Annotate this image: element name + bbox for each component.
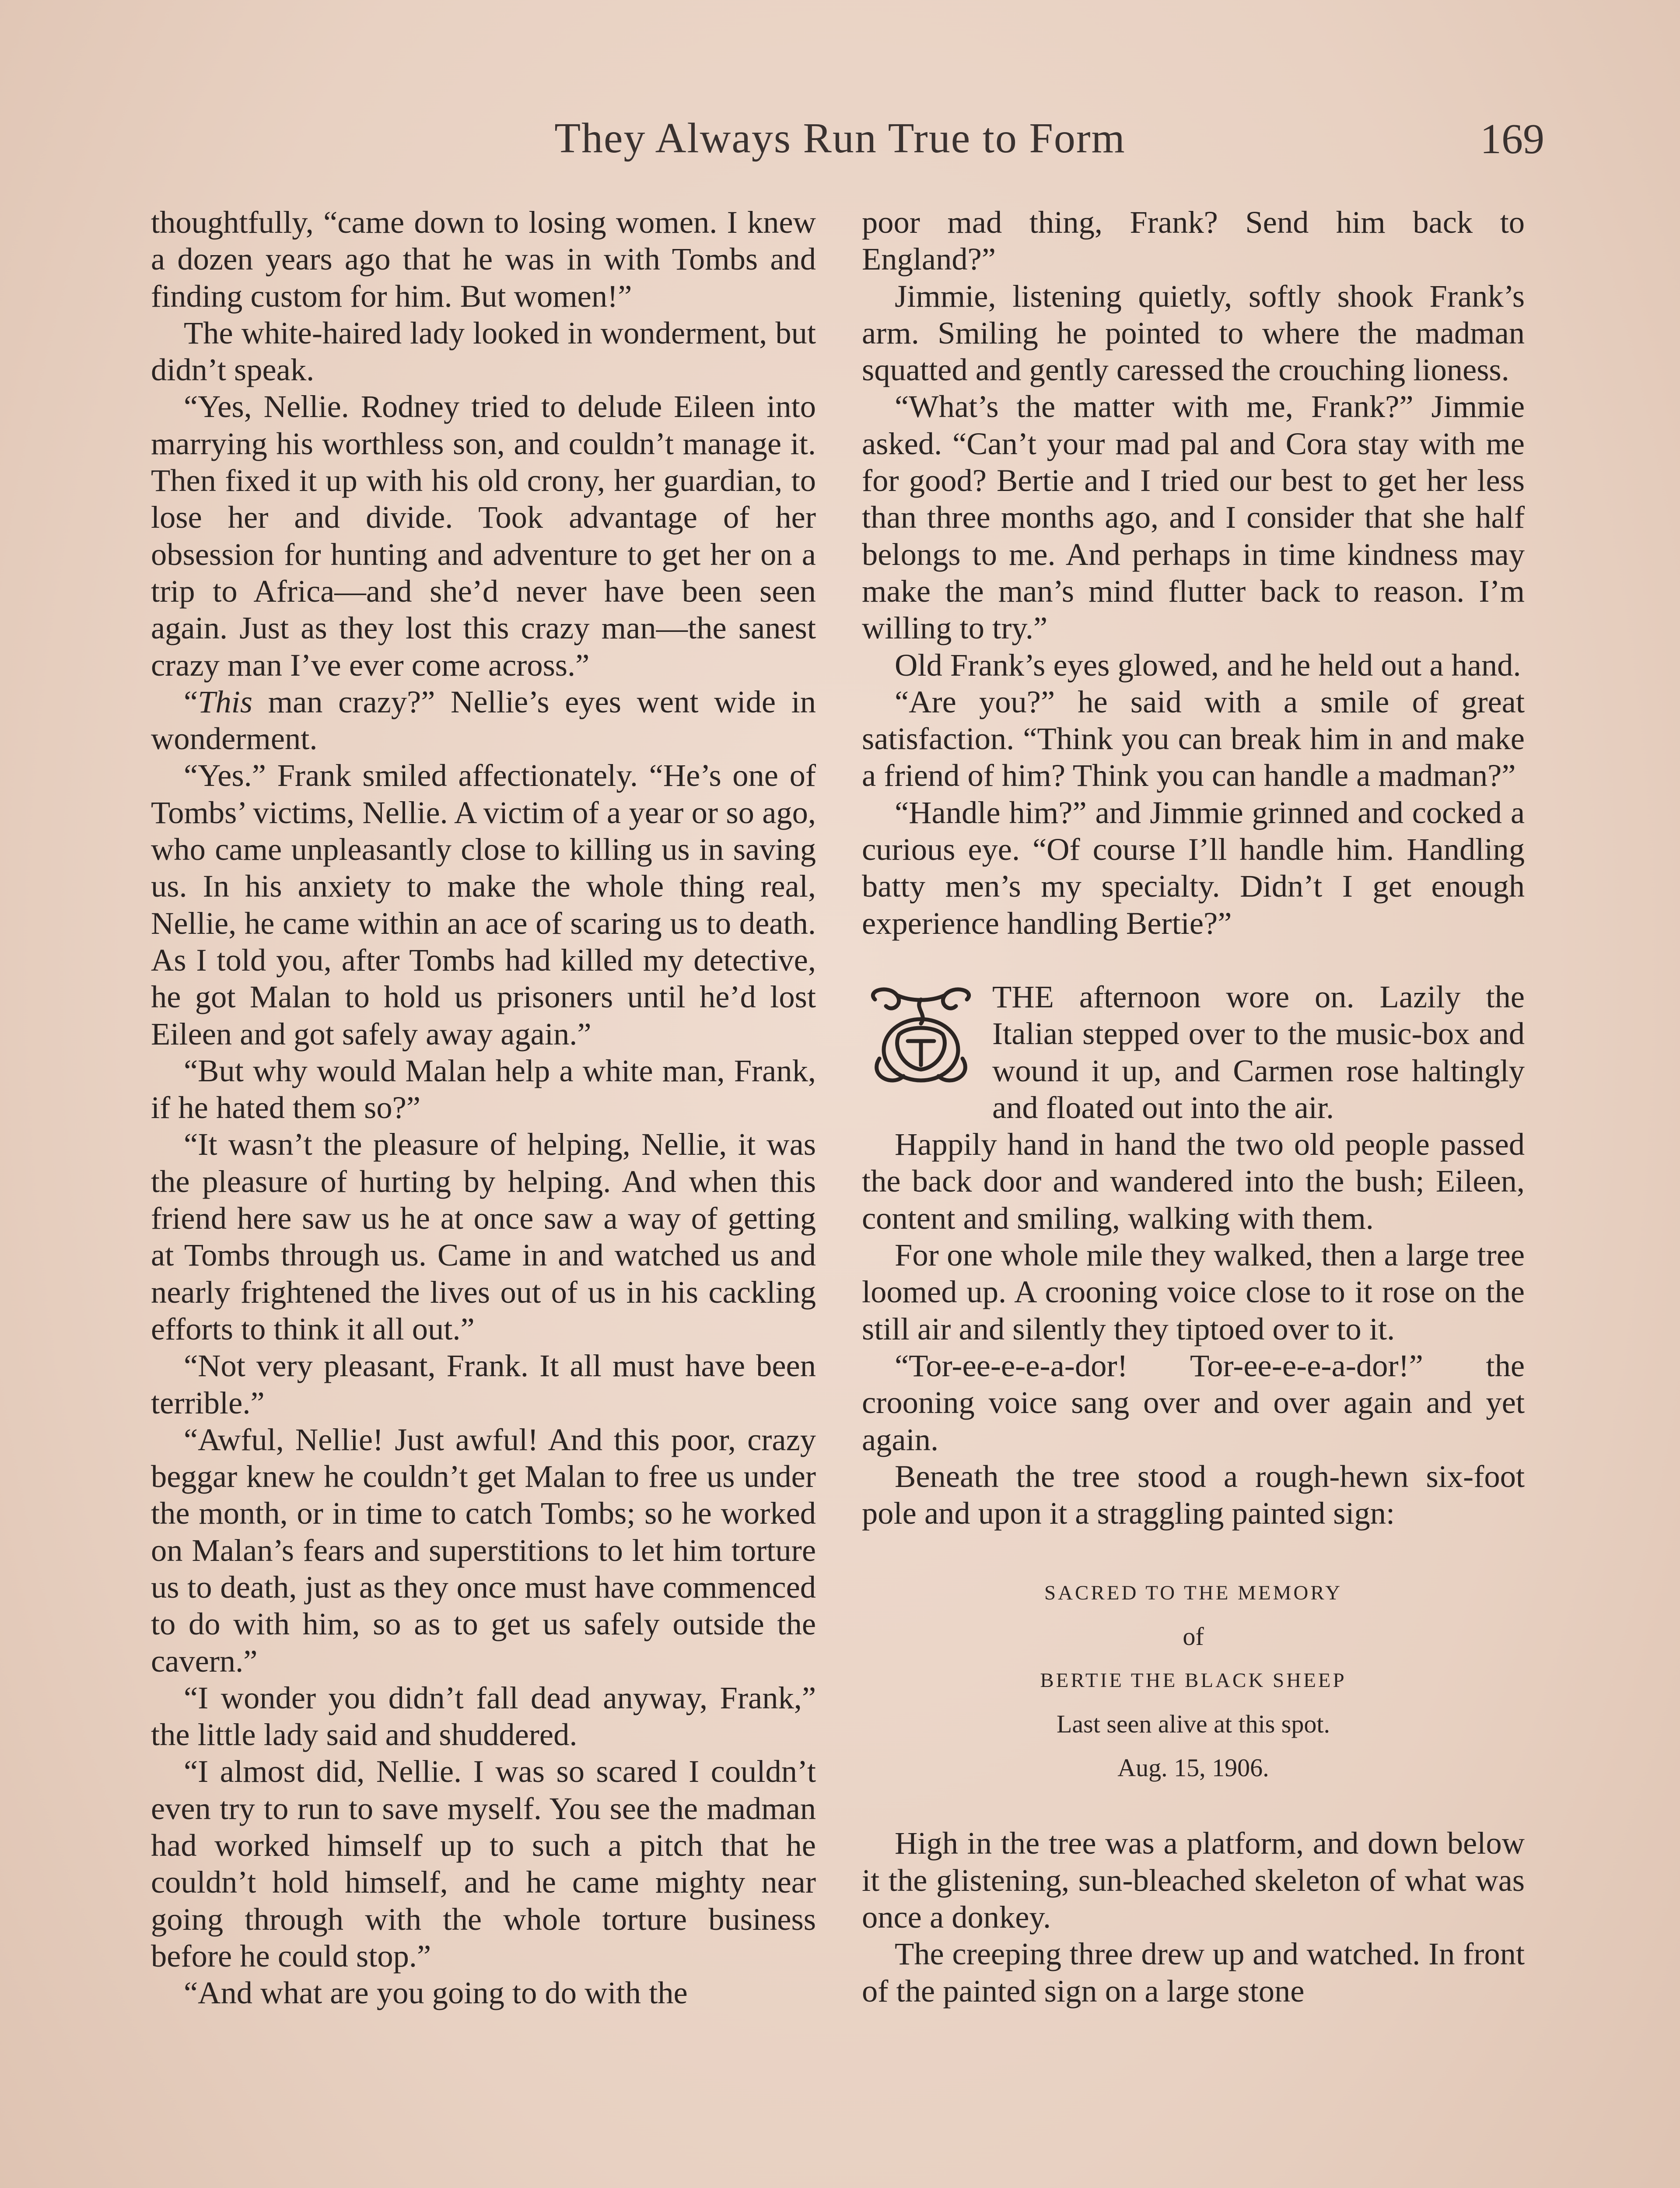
paragraph: “Not very pleasant, Frank. It all must have been terrible.”: [151, 1348, 816, 1420]
running-title: They Always Run True to Form: [554, 115, 1126, 162]
paragraph: The creeping three drew up and watched. In front of the painted sign on a large stone: [862, 1936, 1525, 2009]
left-column: [151, 204, 816, 2012]
paragraph: Old Frank’s eyes glowed, and he held out a hand.: [895, 647, 1521, 683]
section-opening-paragraph: THE afternoon wore on. Lazily the Italian stepped over to the music-box and wound it up, and Carmen rose haltingly and floated out into the air.: [992, 978, 1525, 1125]
quote-open: “: [184, 684, 198, 719]
paragraph: Happily hand in hand the two old people passed the back door and wandered into the bush; Eileen, content and smiling, walking with them.: [862, 1126, 1525, 1236]
paragraph-italic-quote: [151, 684, 816, 757]
sign-line: SACRED TO THE MEMORY: [1044, 1581, 1343, 1605]
paragraph: “Yes.” Frank smiled affectionately. “He’s one of Tombs’ victims, Nellie. A victim of a year or so ago, who came unpleasantly close to killing us in saving us. In his anxiety to make the whole thing real, Nellie, he came within an ace of scaring us to death. As I told you, after Tombs had killed my detective, he got Malan to hold us prisoners until he’d lost Eileen and got safely away again.”: [151, 757, 816, 1052]
right-column: [862, 204, 1525, 2009]
sign-line: Aug. 15, 1906.: [1117, 1753, 1269, 1782]
paragraph: “What’s the matter with me, Frank?” Jimmie asked. “Can’t your mad pal and Cora stay with me for good? Bertie and I tried our best to get her less than three months ago, and I consider that she half belongs to me. And perhaps in time kindness may make the man’s mind flutter back to reason. I’m willing to try.”: [862, 389, 1525, 646]
paragraph: High in the tree was a platform, and down below it the glistening, sun-bleached skeleton of what was once a donkey.: [862, 1825, 1525, 1935]
quote-rest: man crazy?” Nellie’s eyes went wide in wonderment.: [151, 684, 816, 757]
italic-emphasis: This: [198, 684, 253, 719]
paragraph: “And what are you going to do with the: [184, 1975, 688, 2011]
sign-line: Last seen alive at this spot.: [1057, 1710, 1330, 1739]
paragraph: “But why would Malan help a white man, Frank, if he hated them so?”: [151, 1052, 816, 1126]
section-break: [862, 978, 1525, 1126]
paragraph: The white-haired lady looked in wonderment, but didn’t speak.: [151, 315, 816, 388]
paragraph: “I wonder you didn’t fall dead anyway, Frank,” the little lady said and shuddered.: [151, 1680, 816, 1753]
paragraph: “Are you?” he said with a smile of great satisfaction. “Think you can break him in and make a friend of him? Think you can handle a madman?”: [862, 684, 1525, 793]
page-number: 169: [1480, 116, 1544, 163]
paragraph: thoughtfully, “came down to losing women. I knew a dozen years ago that he was in with Tombs and finding custom for him. But women!”: [151, 204, 816, 314]
paragraph: For one whole mile they walked, then a large tree loomed up. A crooning voice close to it rose on the still air and silently they tiptoed over to it.: [862, 1237, 1525, 1346]
sign-line: BERTIE THE BLACK SHEEP: [1040, 1669, 1347, 1692]
paragraph: Jimmie, listening quietly, softly shook Frank’s arm. Smiling he pointed to where the madman squatted and gently caressed the crouching lioness.: [862, 278, 1525, 388]
paragraph: poor mad thing, Frank? Send him back to England?”: [862, 204, 1525, 277]
paragraph: “I almost did, Nellie. I was so scared I couldn’t even try to run to save myself. You see the madman had worked himself up to such a pitch that he couldn’t hold himself, and he came mighty near going through with the whole torture business before he could stop.”: [151, 1753, 816, 1974]
paragraph: “Handle him?” and Jimmie grinned and cocked a curious eye. “Of course I’ll handle him. Handling batty men’s my specialty. Didn’t I get enough experience handling Bertie?”: [862, 794, 1525, 941]
memorial-sign: [862, 1571, 1525, 1790]
paragraph: “Awful, Nellie! Just awful! And this poor, crazy beggar knew he couldn’t get Malan to free us under the month, or in time to catch Tombs; so he worked on Malan’s fears and superstitions to let him torture us to death, just as they once must have commenced to do with him, so as to get us safely outside the cavern.”: [151, 1421, 816, 1679]
paragraph: Beneath the tree stood a rough-hewn six-foot pole and upon it a straggling painted sign:: [862, 1458, 1525, 1531]
paragraph: “It wasn’t the pleasure of helping, Nellie, it was the pleasure of hurting by helping. And when this friend here saw us he at once saw a way of getting at Tombs through us. Came in and watched us and nearly frightened the lives out of us in his cackling efforts to think it all out.”: [151, 1126, 816, 1346]
paragraph: “Tor-ee-e-e-a-dor! Tor-ee-e-e-a-dor!” the crooning voice sang over and over again and yet again.: [862, 1347, 1525, 1457]
paragraph: “Yes, Nellie. Rodney tried to delude Eileen into marrying his worthless son, and couldn’t manage it. Then fixed it up with his old crony, her guardian, to lose her and divide. Took advantage of her obsession for hunting and adventure to get her on a trip to Africa—and she’d never have been seen again. Just as they lost this crazy man—the sanest crazy man I’ve ever come across.”: [151, 389, 816, 683]
ornamental-drop-cap-icon: [862, 982, 980, 1091]
sign-line: of: [1183, 1622, 1204, 1651]
